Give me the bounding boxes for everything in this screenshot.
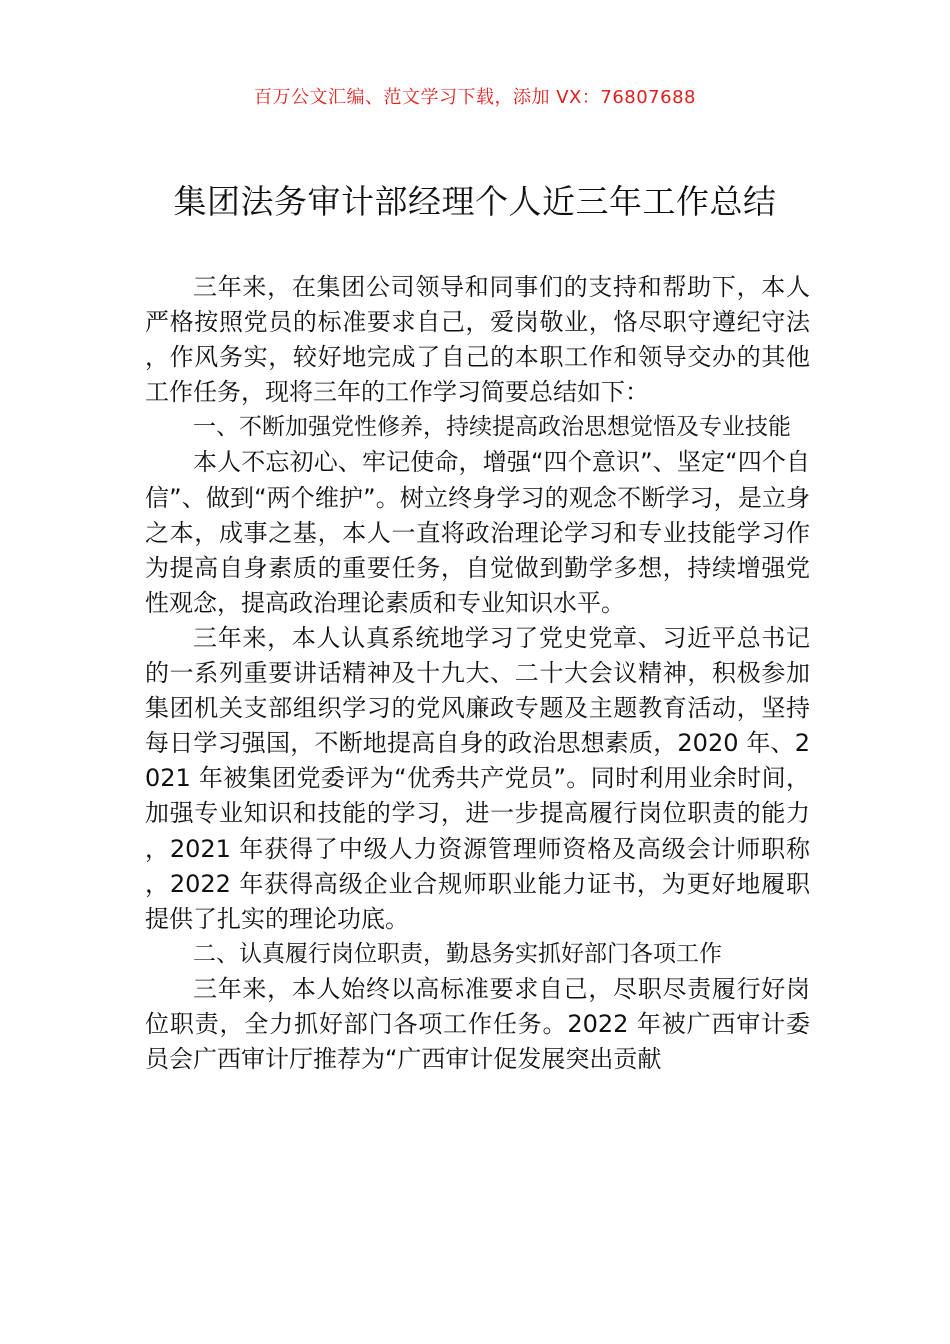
intro-paragraph: 三年来，在集团公司领导和同事们的支持和帮助下，本人严格按照党员的标准要求自己，爱岗敬业，恪尽职守遵纪守法，作风务实，较好地完成了自己的本职工作和领导交办的其他工作任务，现将三年的工作学习简要总结如下： [145,273,810,407]
body-paragraph: 本人不忘初心、牢记使命，增强“四个意识”、坚定“四个自信”、做到“两个维护”。树立终身学习的观念不断学习，是立身之本，成事之基，本人一直将政治理论学习和专业技能学习作为提高自身素质的重要任务，自觉做到勤学多想，持续增强党性观念，提高政治理论素质和专业知识水平。 [145,448,810,617]
section-heading-1: 一、不断加强党性修养，持续提高政治思想觉悟及专业技能 [193,414,791,441]
section-heading-2: 二、认真履行岗位职责，勤恳务实抓好部门各项工作 [193,940,722,967]
document-body [145,270,810,1077]
header-note: 百万公文汇编、范文学习下载，添加 VX：76807688 [254,87,696,108]
body-paragraph: 三年来，本人始终以高标准要求自己，尽职尽责履行好岗位职责，全力抓好部门各项工作任务。2022 年被广西审计委员会广西审计厅推荐为“广西审计促发展突出贡献 [145,974,810,1074]
body-paragraph: 三年来，本人认真系统地学习了党史党章、习近平总书记的一系列重要讲话精神及十九大、二十大会议精神，积极参加集团机关支部组织学习的党风廉政专题及主题教育活动，坚持每日学习强国，不断地提高自身的政治思想素质，2020 年、2021 年被集团党委评为“优秀共产党员”。同时利用业余时间，加强专业知识和技能的学习，进一步提高履行岗位职责的能力，2021 年获得了中级人力资源管理师资格及高级会计师职称，2022 年获得高级企业合规师职业能力证书，为更好地履职提供了扎实的理论功底。 [145,623,810,933]
document-title: 集团法务审计部经理个人近三年工作总结 [173,182,777,221]
